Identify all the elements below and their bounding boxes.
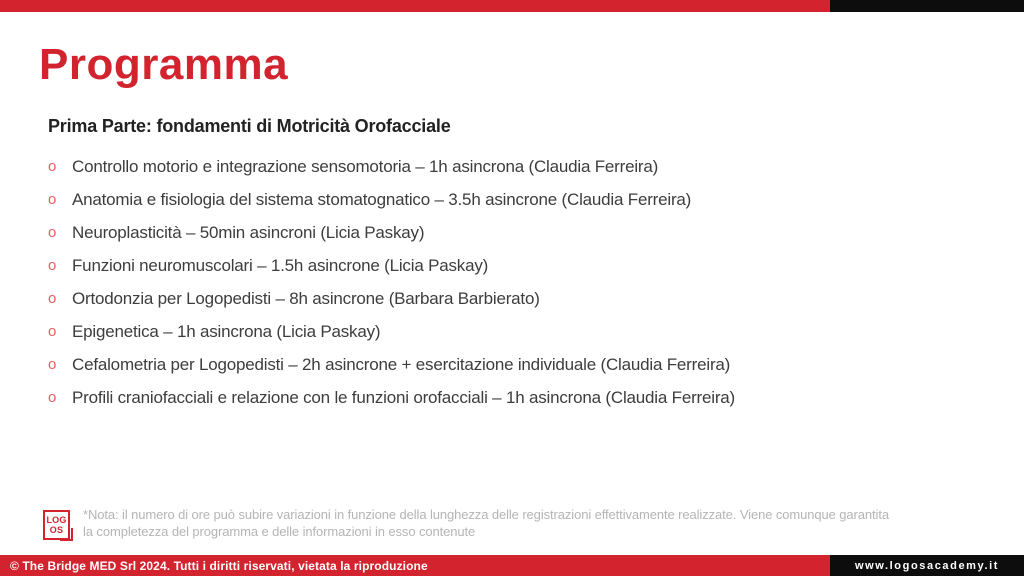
list-item-text: Funzioni neuromuscolari – 1.5h asincrone (Licia Paskay) bbox=[72, 256, 489, 275]
bullet-marker: o bbox=[48, 224, 57, 241]
list-item-text: Profili craniofacciali e relazione con le funzioni orofacciali – 1h asincrona (Claudia Ferreira) bbox=[72, 388, 736, 407]
footnote-line: *Nota: il numero di ore può subire variazioni in funzione della lunghezza delle registrazioni effettivamente realizzate. Viene comunque garantita bbox=[83, 507, 889, 522]
list-item-text: Controllo motorio e integrazione sensomotoria – 1h asincrona (Claudia Ferreira) bbox=[72, 157, 659, 176]
list-item-text: Epigenetica – 1h asincrona (Licia Paskay) bbox=[72, 322, 381, 341]
list-item bbox=[48, 216, 978, 249]
program-list bbox=[48, 150, 978, 414]
bullet-marker: o bbox=[48, 158, 57, 175]
section-subtitle: Prima Parte: fondamenti di Motricità Orofacciale bbox=[48, 116, 451, 136]
list-item bbox=[48, 150, 978, 183]
logo-text-top: LOG bbox=[46, 515, 67, 525]
list-item bbox=[48, 249, 978, 282]
logo-corner-mark bbox=[60, 528, 73, 541]
footnote bbox=[83, 506, 1003, 540]
bullet-marker: o bbox=[48, 323, 57, 340]
top-accent-bar bbox=[0, 0, 1024, 12]
page-title: Programma bbox=[39, 40, 289, 89]
list-item bbox=[48, 183, 978, 216]
bullet-marker: o bbox=[48, 356, 57, 373]
top-bar-black-segment bbox=[830, 0, 1024, 12]
footer-red-segment bbox=[0, 555, 830, 576]
list-item bbox=[48, 381, 978, 414]
top-bar-red-segment bbox=[0, 0, 830, 12]
bullet-marker: o bbox=[48, 389, 57, 406]
list-item-text: Neuroplasticità – 50min asincroni (Licia Paskay) bbox=[72, 223, 425, 242]
bullet-marker: o bbox=[48, 257, 57, 274]
list-item bbox=[48, 348, 978, 381]
list-item bbox=[48, 282, 978, 315]
bullet-marker: o bbox=[48, 191, 57, 208]
footer-black-segment bbox=[830, 555, 1024, 576]
list-item bbox=[48, 315, 978, 348]
logo-text-bottom: OS bbox=[49, 525, 64, 535]
footer-bar bbox=[0, 555, 1024, 576]
slide-content bbox=[48, 116, 978, 414]
list-item-text: Cefalometria per Logopedisti – 2h asincrone + esercitazione individuale (Claudia Ferreira) bbox=[72, 355, 731, 374]
website-url: www.logosacademy.it bbox=[854, 559, 1000, 572]
copyright-text: © The Bridge MED Srl 2024. Tutti i diritti riservati, vietata la riproduzione bbox=[10, 558, 428, 573]
footnote-line: la completezza del programma e delle informazioni in esso contenute bbox=[83, 524, 476, 539]
list-item-text: Ortodonzia per Logopedisti – 8h asincrone (Barbara Barbierato) bbox=[72, 289, 540, 308]
list-item-text: Anatomia e fisiologia del sistema stomatognatico – 3.5h asincrone (Claudia Ferreira) bbox=[72, 190, 692, 209]
bullet-marker: o bbox=[48, 290, 57, 307]
